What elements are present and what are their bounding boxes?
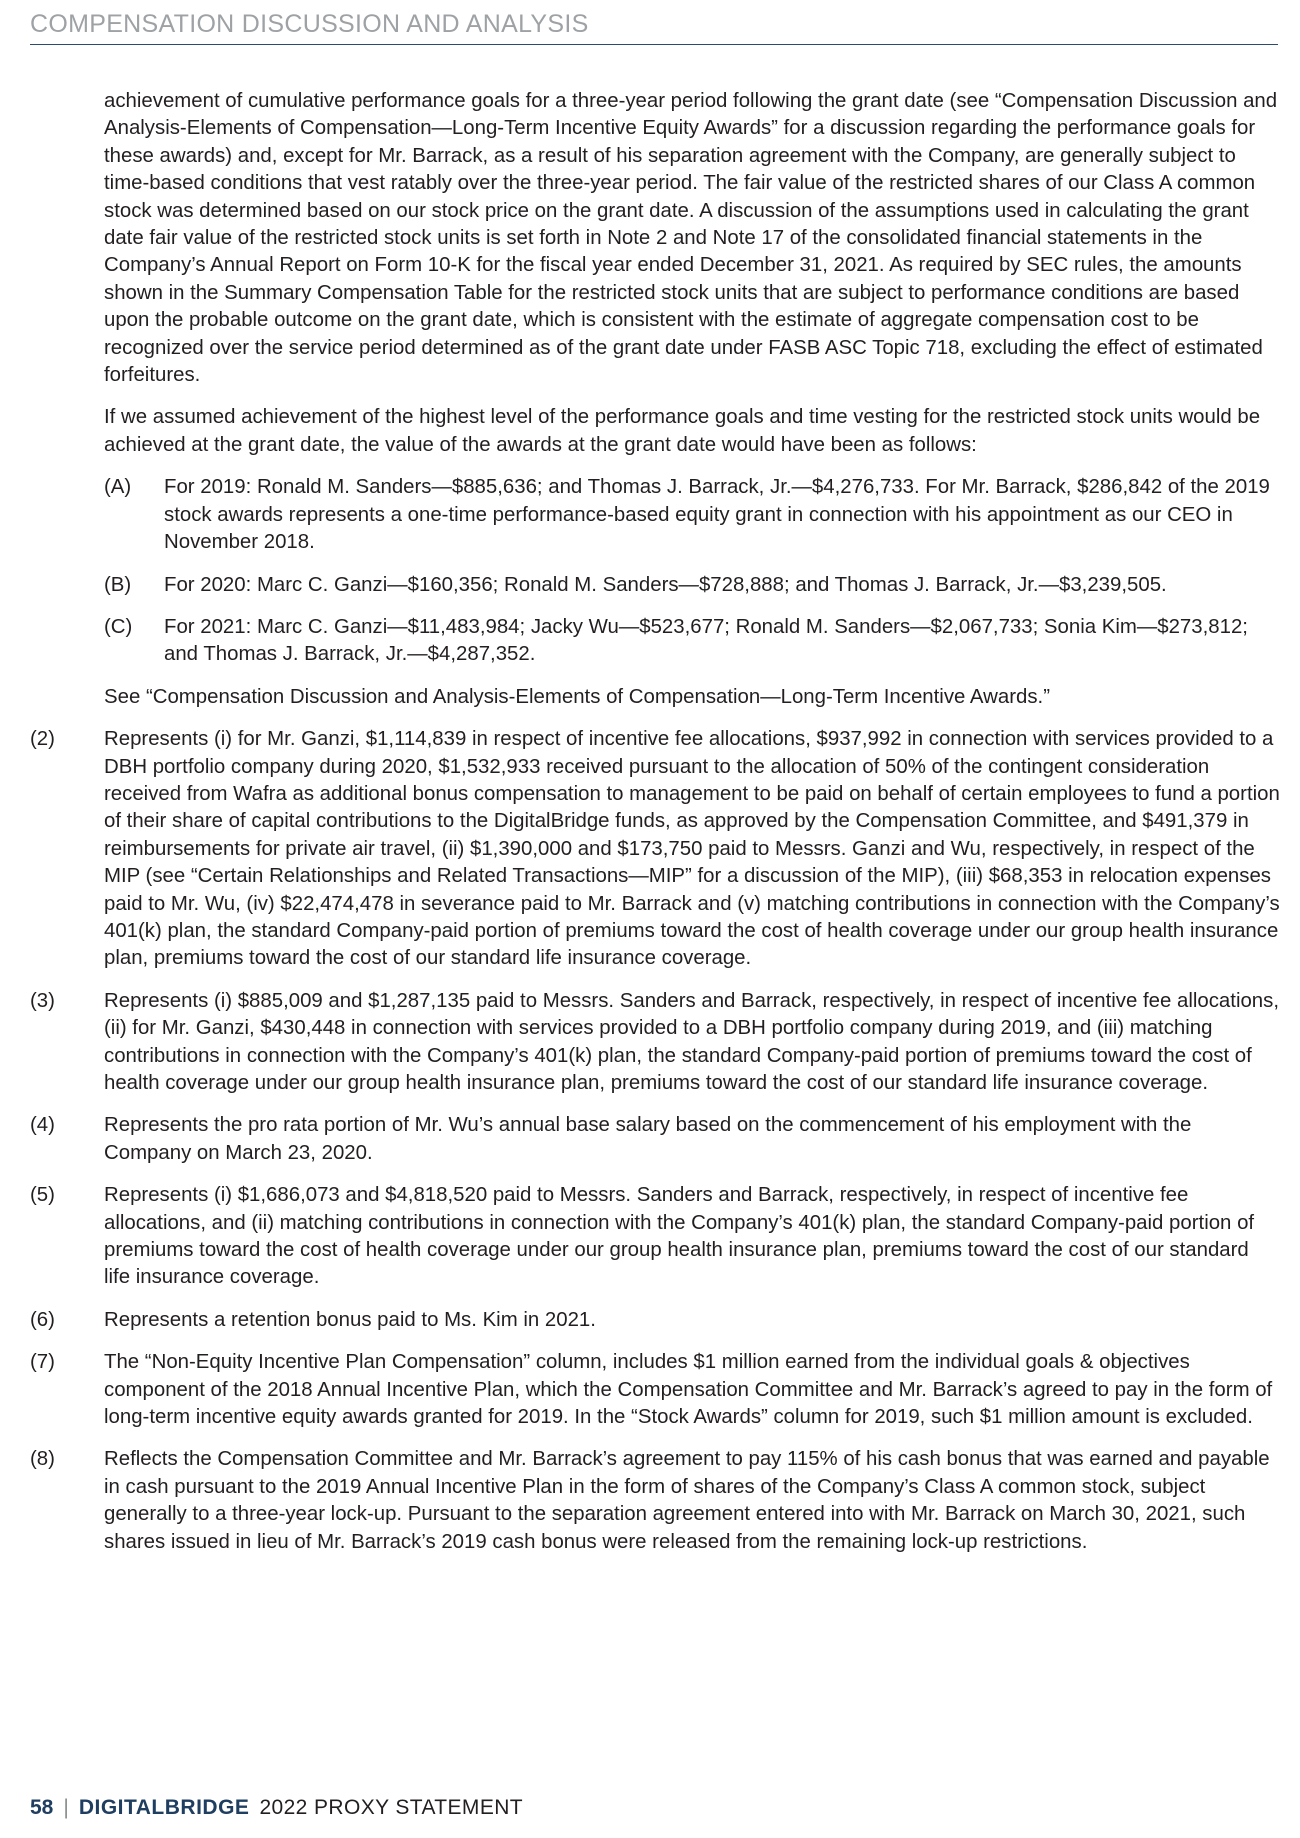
list-item-label: (B) xyxy=(104,573,132,596)
footnote-label: (5) xyxy=(30,1184,55,1207)
list-item xyxy=(104,474,1280,556)
section-title: COMPENSATION DISCUSSION AND ANALYSIS xyxy=(30,10,589,38)
body-paragraph: If we assumed achievement of the highest level of the performance goals and time vesting for the restricted stock units would be achieved at the grant date, the value of the awards at the grant date would have been as follows: xyxy=(104,406,1261,456)
footnote-text: The “Non-Equity Incentive Plan Compensation” column, includes $1 million earned from the individual goals & objectives component of the 2018 Annual Incentive Plan, which the Compensation Committee and Mr. Barrack’s agreed to pay in the form of long-term incentive equity awards granted for 2019. In the “Stock Awards” column for 2019, such $1 million amount is excluded. xyxy=(104,1351,1273,1429)
footnote-text: Represents (i) for Mr. Ganzi, $1,114,839 in respect of incentive fee allocations, $937,992 in connection with services provided to a DBH portfolio company during 2020, $1,532,933 received pursuant to the allocation of 50% of the contingent consideration received from Wafra as additional bonus compensation to management to be paid on behalf of certain employees to fund a portion of their share of capital contributions to the DigitalBridge funds, as approved by the Compensation Committee, and $491,379 in reimbursements for private air travel, (ii) $1,390,000 and $173,750 paid to Messrs. Ganzi and Wu, respectively, in respect of the MIP (see “Certain Relationships and Related Transactions—MIP” for a discussion of the MIP), (iii) $68,353 in relocation expenses paid to Mr. Wu, (iv) $22,474,478 in severance paid to Mr. Barrack and (v) matching contributions in connection with the Company’s 401(k) plan, the standard Company-paid portion of premiums toward the cost of health coverage under our group health insurance plan, premiums toward the cost of our standard life insurance coverage. xyxy=(104,728,1280,970)
footnote-label: (7) xyxy=(30,1351,55,1374)
footnote xyxy=(30,1112,1280,1167)
footnote-text: Represents (i) $885,009 and $1,287,135 paid to Messrs. Sanders and Barrack, respectively, in respect of incentive fee allocations, (ii) for Mr. Ganzi, $430,448 in connection with services provided to a DBH portfolio company during 2019, and (iii) matching contributions in connection with the Company’s 401(k) plan, the standard Company-paid portion of premiums toward the cost of health coverage under our group health insurance plan, premiums toward the cost of our standard life insurance coverage. xyxy=(104,989,1280,1094)
list-item-label: (C) xyxy=(104,615,133,638)
list-item-text: For 2021: Marc C. Ganzi—$11,483,984; Jacky Wu—$523,677; Ronald M. Sanders—$2,067,733; Sonia Kim—$273,812; and Thomas J. Barrack, Jr.—$4,287,352. xyxy=(164,615,1248,666)
list-item xyxy=(104,614,1280,669)
footnote-text: Represents a retention bonus paid to Ms. Kim in 2021. xyxy=(104,1308,596,1331)
footnote xyxy=(30,1307,1280,1334)
page-footer xyxy=(30,1796,523,1820)
document-body xyxy=(30,88,1280,1571)
footnote-text: Represents the pro rata portion of Mr. Wu’s annual base salary based on the commencement of his employment with the Company on March 23, 2020. xyxy=(104,1114,1192,1164)
body-paragraph: achievement of cumulative performance goals for a three-year period following the grant date (see “Compensation Discussion and Analysis-Elements of Compensation—Long-Term Incentive Equity Awards” for a discussion regarding the performance goals for these awards) and, except for Mr. Barrack, as a result of his separation agreement with the Company, are generally subject to time-based conditions that vest ratably over the three-year period. The fair value of the restricted shares of our Class A common stock was determined based on our stock price on the grant date. A discussion of the assumptions used in calculating the grant date fair value of the restricted stock units is set forth in Note 2 and Note 17 of the consolidated financial statements in the Company’s Annual Report on Form 10-K for the fiscal year ended December 31, 2021. As required by SEC rules, the amounts shown in the Summary Compensation Table for the restricted stock units that are subject to performance conditions are based upon the probable outcome on the grant date, which is consistent with the estimate of aggregate compensation cost to be recognized over the service period determined as of the grant date under FASB ASC Topic 718, excluding the effect of estimated forfeitures. xyxy=(104,90,1278,387)
list-item xyxy=(104,572,1280,599)
footer-separator: | xyxy=(63,1796,69,1819)
page-header xyxy=(30,8,1278,45)
footnote-label: (4) xyxy=(30,1114,55,1137)
footnote xyxy=(30,1182,1280,1292)
footnote-label: (3) xyxy=(30,989,55,1012)
company-name: DIGITALBRIDGE xyxy=(78,1796,250,1819)
list-item-text: For 2020: Marc C. Ganzi—$160,356; Ronald M. Sanders—$728,888; and Thomas J. Barrack, Jr.—$3,239,505. xyxy=(164,573,1167,596)
footnote xyxy=(30,1446,1280,1556)
list-item-text: For 2019: Ronald M. Sanders—$885,636; and Thomas J. Barrack, Jr.—$4,276,733. For Mr. Barrack, $286,842 of the 2019 stock awards represents a one-time performance-based equity grant in connection with his appointment as our CEO in November 2018. xyxy=(164,476,1270,554)
footnote-label: (2) xyxy=(30,728,55,751)
page-number: 58 xyxy=(30,1796,54,1819)
footnote-label: (8) xyxy=(30,1448,55,1471)
footnote-label: (6) xyxy=(30,1308,55,1331)
list-item-label: (A) xyxy=(104,476,132,499)
footnote-text: Reflects the Compensation Committee and Mr. Barrack’s agreement to pay 115% of his cash bonus that was earned and payable in cash pursuant to the 2019 Annual Incentive Plan in the form of shares of the Company’s Class A common stock, subject generally to a three-year lock-up. Pursuant to the separation agreement entered into with Mr. Barrack on March 30, 2021, such shares issued in lieu of Mr. Barrack’s 2019 cash bonus were released from the remaining lock-up restrictions. xyxy=(104,1448,1270,1553)
footnote xyxy=(30,1349,1280,1431)
header-divider xyxy=(30,44,1278,45)
body-paragraph: See “Compensation Discussion and Analysis-Elements of Compensation—Long-Term Incentive Awards.” xyxy=(104,685,1050,708)
document-title: 2022 PROXY STATEMENT xyxy=(259,1796,524,1819)
footnote xyxy=(30,726,1280,973)
footnote xyxy=(30,988,1280,1098)
footnote-text: Represents (i) $1,686,073 and $4,818,520 paid to Messrs. Sanders and Barrack, respectively, in respect of incentive fee allocations, and (ii) matching contributions in connection with the Company’s 401(k) plan, the standard Company-paid portion of premiums toward the cost of health coverage under our group health insurance plan, premiums toward the cost of our standard life insurance coverage. xyxy=(104,1184,1255,1289)
